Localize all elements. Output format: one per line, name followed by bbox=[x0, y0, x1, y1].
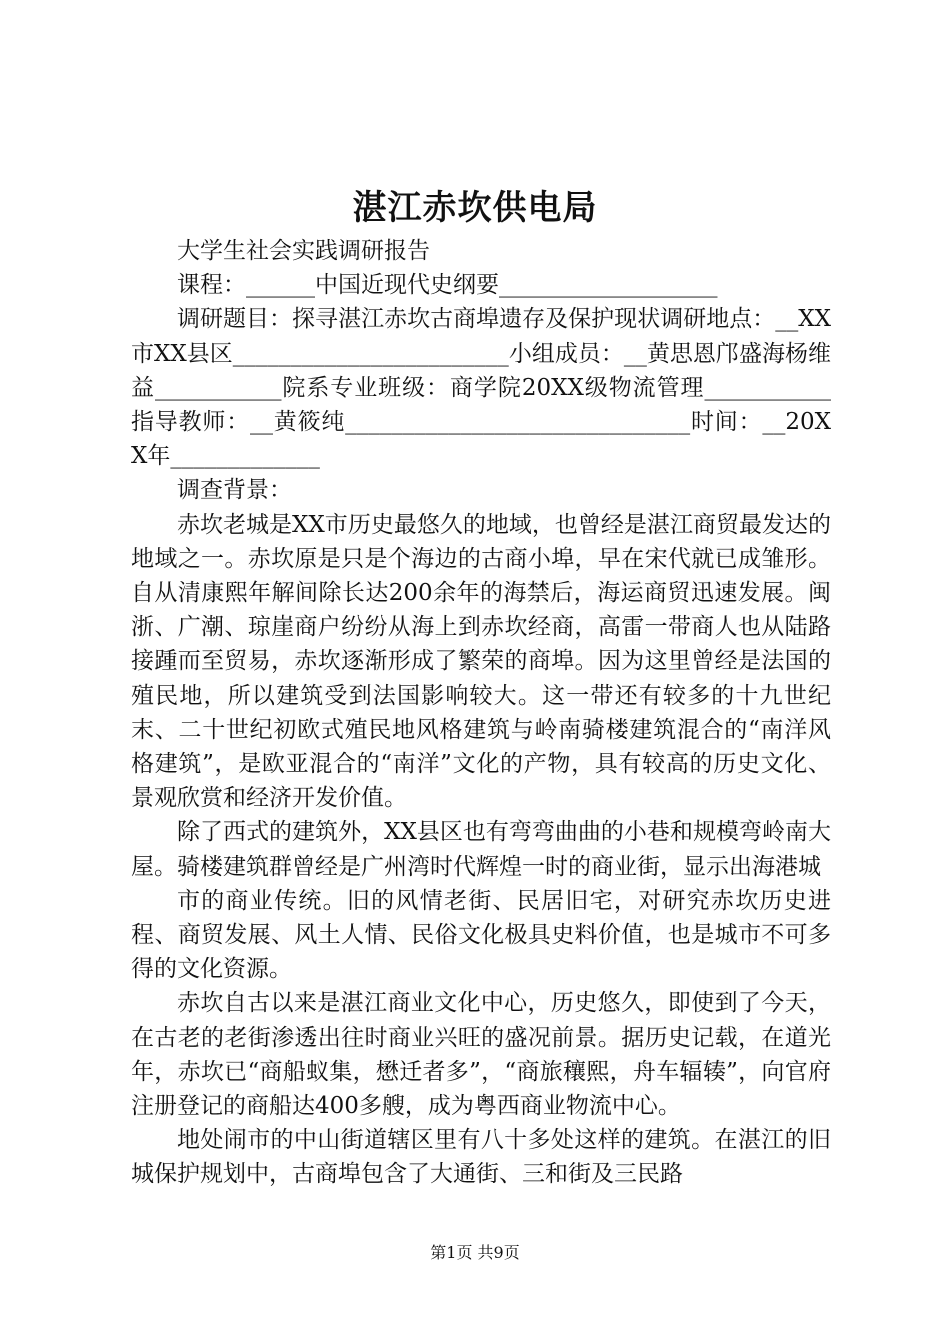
subtitle-paragraph: 大学生社会实践调研报告 bbox=[177, 238, 430, 264]
body-paragraph: 除了西式的建筑外，XX县区也有弯弯曲曲的小巷和规模弯岭南大屋。骑楼建筑群曾经是广州湾时代辉煌一时的商业街，显示出海港城 bbox=[131, 819, 831, 880]
body-paragraph: 地处闹市的中山街道辖区里有八十多处这样的建筑。在湛江的旧城保护规划中，古商埠包含了大通街、三和街及三民路 bbox=[131, 1127, 831, 1188]
background-heading: 调查背景： bbox=[177, 477, 292, 504]
document-body bbox=[131, 234, 831, 1192]
course-paragraph: 课程：______中国近现代史纲要___________________ bbox=[177, 272, 718, 299]
page-footer: 第1页 共9页 bbox=[430, 1243, 520, 1262]
document-title: 湛江赤坎供电局 bbox=[352, 188, 598, 228]
body-paragraph: 市的商业传统。旧的风情老街、民居旧宅，对研究赤坎历史进程、商贸发展、风土人情、民俗文化极具史料价值，也是城市不可多得的文化资源。 bbox=[131, 887, 831, 983]
body-paragraph: 赤坎自古以来是湛江商业文化中心，历史悠久，即使到了今天，在古老的老街渗透出往时商业兴旺的盛况前景。据历史记载，在道光年，赤坎已“商船蚁集，懋迁者多”，“商旅穰熙，舟车辐辏”，向官府注册登记的商船达400多艘，成为粤西商业物流中心。 bbox=[131, 990, 831, 1120]
research-info-paragraph: 调研题目：探寻湛江赤坎古商埠遗存及保护现状调研地点：__XX市XX县区________________________小组成员：__黄思恩邝盛海杨维益___________院系专业班级：商学院20XX级物流管理___________指导教师：__黄筱纯______________________________时间：__20XX年_____________ bbox=[131, 306, 831, 470]
body-paragraph: 赤坎老城是XX市历史最悠久的地域，也曾经是湛江商贸最发达的地域之一。赤坎原是只是个海边的古商小埠，早在宋代就已成雏形。自从清康熙年解间除长达200余年的海禁后，海运商贸迅速发展。闽浙、广潮、琼崖商户纷纷从海上到赤坎经商，高雷一带商人也从陆路接踵而至贸易，赤坎逐渐形成了繁荣的商埠。因为这里曾经是法国的殖民地，所以建筑受到法国影响较大。这一带还有较多的十九世纪末、二十世纪初欧式殖民地风格建筑与岭南骑楼建筑混合的“南洋风格建筑”，是欧亚混合的“南洋”文化的产物，具有较高的历史文化、景观欣赏和经济开发价值。 bbox=[131, 511, 831, 812]
